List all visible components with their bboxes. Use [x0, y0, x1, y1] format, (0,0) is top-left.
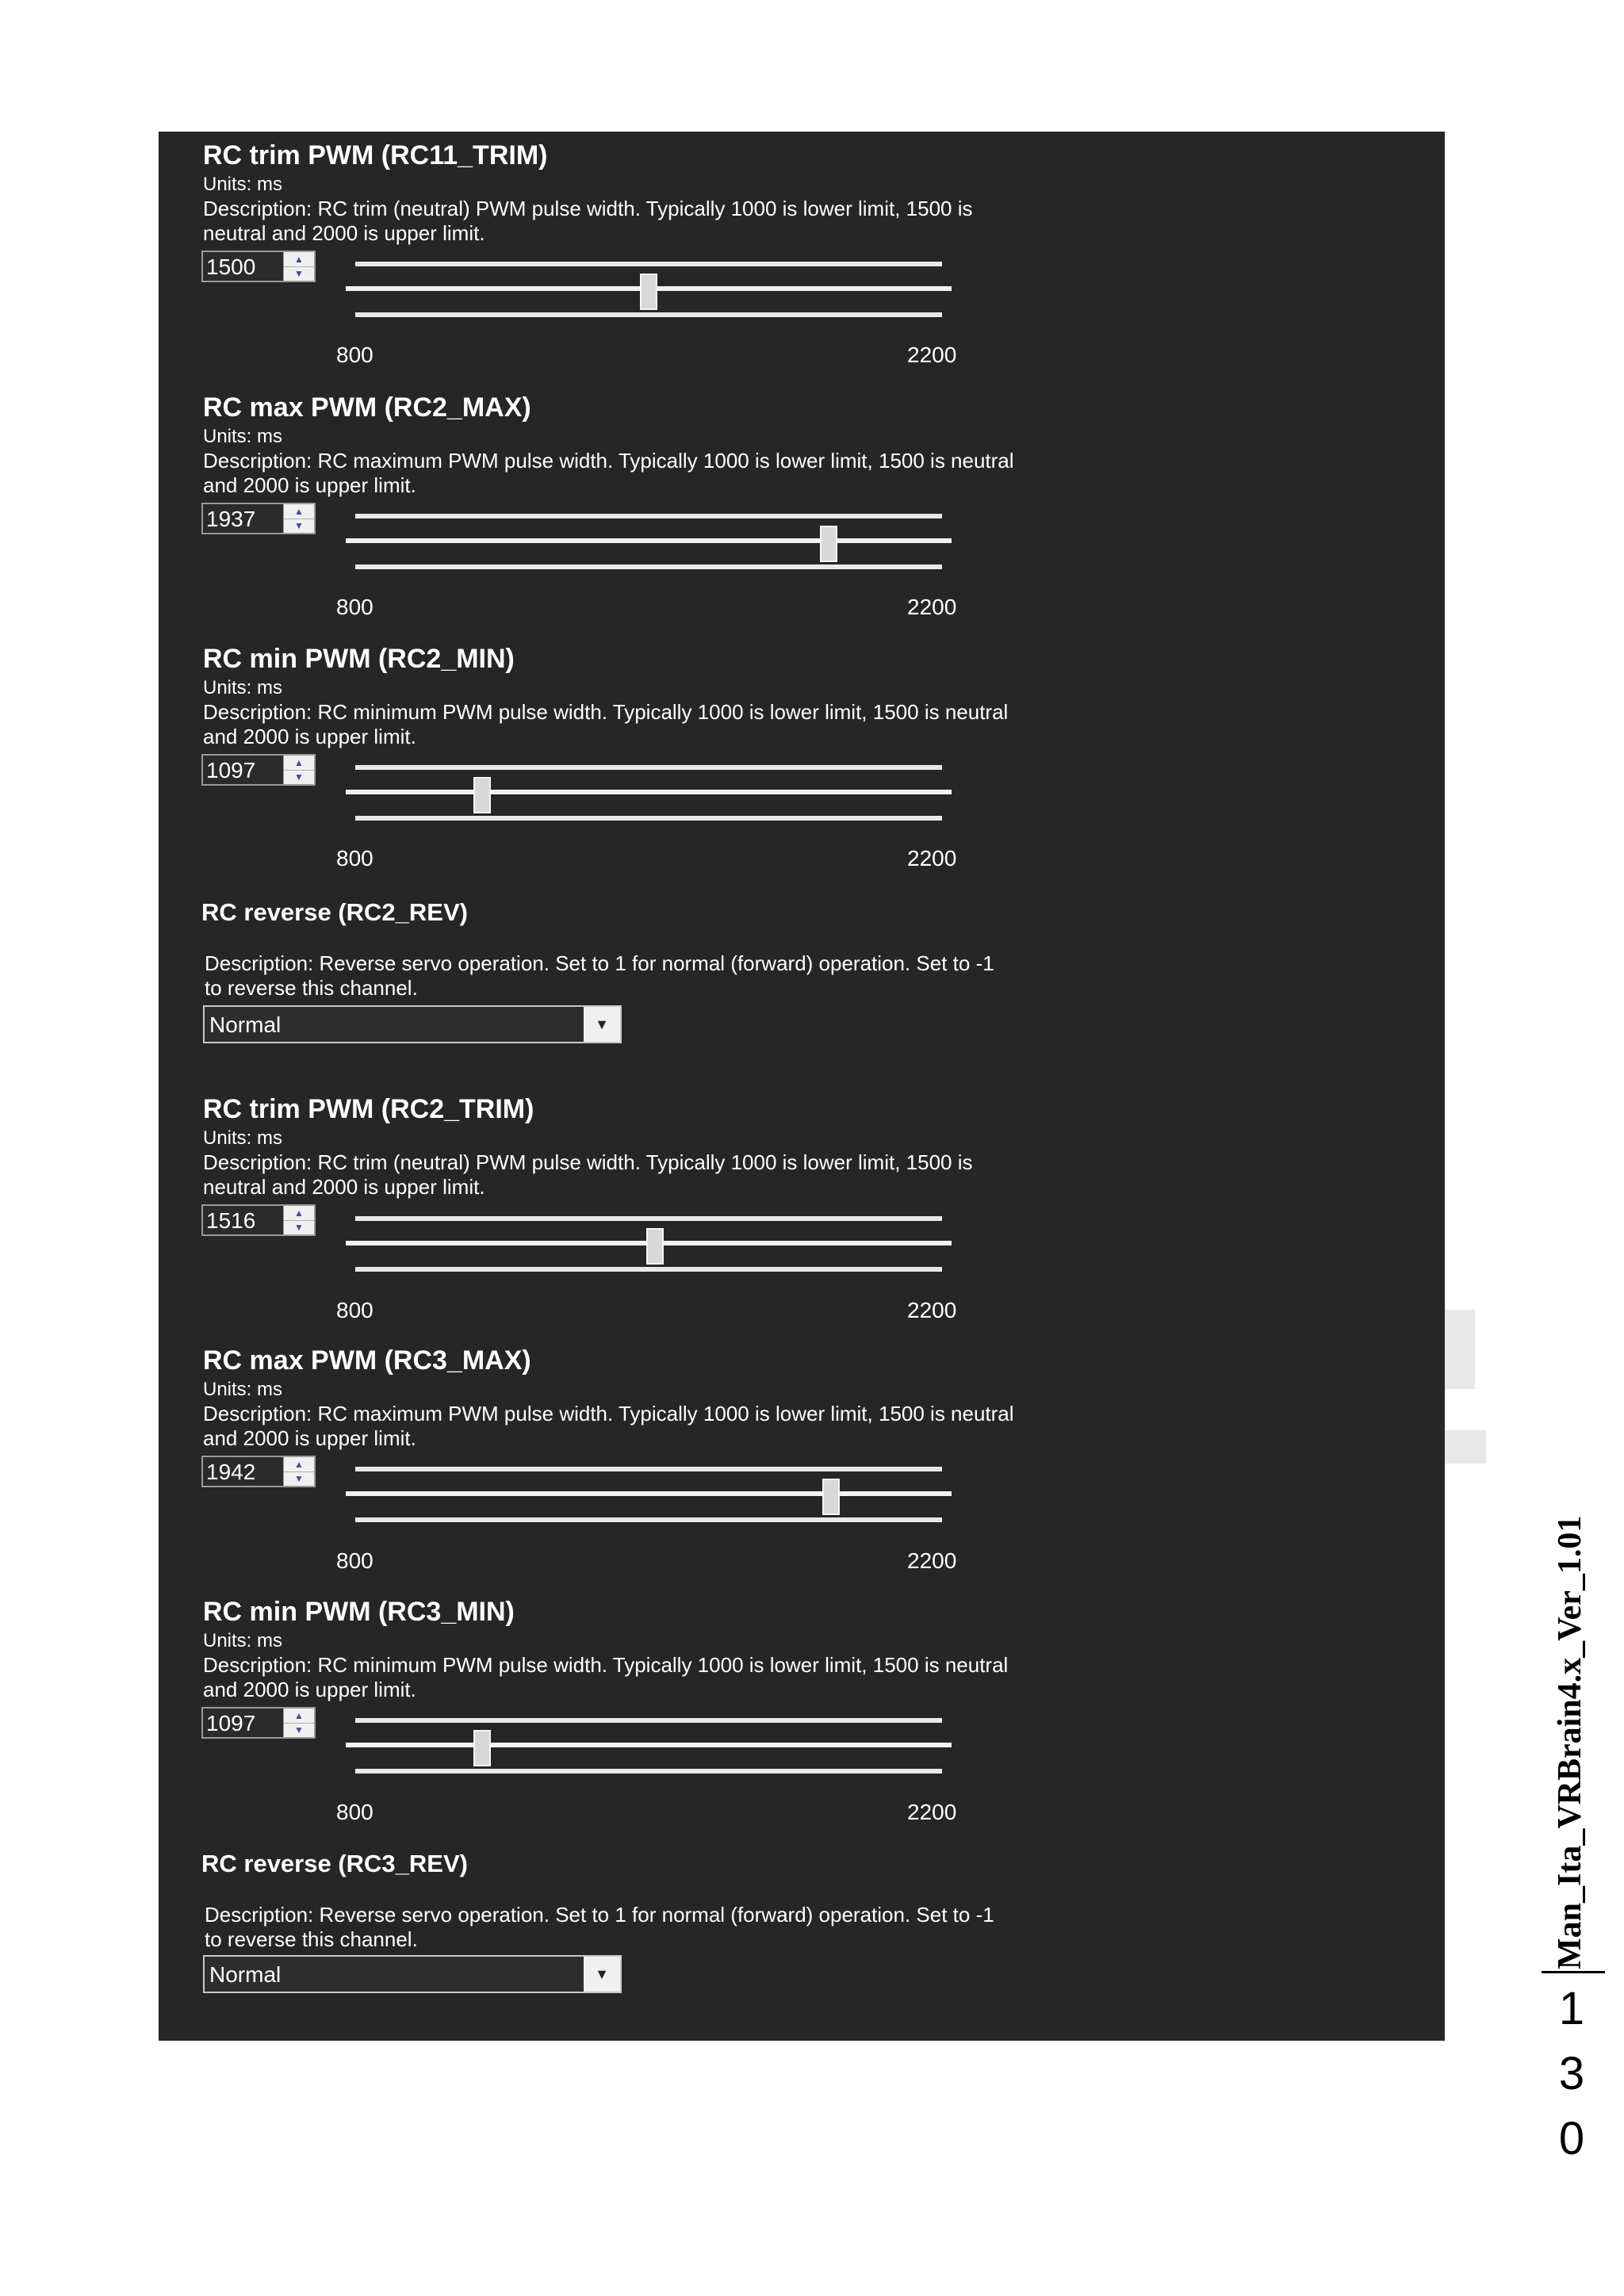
slider-thumb[interactable]	[646, 1228, 664, 1265]
slider-min-label: 800	[336, 846, 373, 871]
param-units: Units: ms	[203, 1127, 283, 1149]
value-text[interactable]: 1516	[206, 1208, 256, 1233]
document-label: Man_Ita_VRBrain4.x_Ver_1.01	[1552, 1515, 1588, 1969]
slider-min-label: 800	[336, 1548, 373, 1573]
slider-track[interactable]	[346, 1743, 952, 1747]
spin-up-icon[interactable]: ▲	[284, 1709, 314, 1724]
param-description: Description: RC trim (neutral) PWM pulse width. Typically 1000 is lower limit, 1500 is neutral and 2000 is upper limit.	[203, 1150, 973, 1199]
value-spinbox[interactable]	[201, 1707, 316, 1739]
value-text[interactable]: 1500	[206, 254, 256, 279]
value-slider[interactable]	[346, 765, 952, 821]
slider-max-label: 2200	[907, 595, 957, 619]
slider-thumb[interactable]	[822, 1479, 840, 1515]
spin-down-icon[interactable]: ▼	[294, 268, 304, 279]
selected-option[interactable]: Normal	[209, 1012, 282, 1037]
value-slider[interactable]	[346, 1216, 952, 1272]
param-units: Units: ms	[203, 174, 283, 195]
slider-track[interactable]	[346, 790, 952, 794]
slider-min-label: 800	[336, 1800, 373, 1824]
slider-min-label: 800	[336, 595, 373, 619]
chevron-down-icon[interactable]: ▼	[584, 1957, 620, 1992]
slider-thumb[interactable]	[473, 1730, 491, 1766]
spinner[interactable]	[283, 1709, 314, 1737]
page-number-digit: 1	[1558, 1983, 1585, 2034]
reverse-select[interactable]	[203, 1955, 622, 1993]
spin-up-icon[interactable]: ▲	[284, 1457, 314, 1472]
page-number-digit: 3	[1558, 2048, 1585, 2099]
param-units: Units: ms	[203, 1630, 283, 1651]
param-title: RC max PWM (RC2_MAX)	[203, 392, 531, 423]
param-title: RC min PWM (RC3_MIN)	[203, 1597, 515, 1627]
slider-thumb[interactable]	[640, 274, 657, 310]
param-title: RC reverse (RC2_REV)	[201, 898, 468, 926]
slider-max-label: 2200	[907, 1298, 957, 1322]
spinner[interactable]	[283, 756, 314, 784]
spin-up-icon[interactable]: ▲	[284, 756, 314, 771]
param-description: Description: RC minimum PWM pulse width. Typically 1000 is lower limit, 1500 is neutral and 2000 is upper limit.	[203, 1653, 1009, 1701]
value-text[interactable]: 1097	[206, 758, 256, 783]
value-slider[interactable]	[346, 1467, 952, 1522]
slider-track[interactable]	[346, 538, 952, 543]
param-rc2-min	[203, 643, 1234, 749]
value-text[interactable]: 1942	[206, 1460, 256, 1484]
spin-down-icon[interactable]: ▼	[294, 1724, 304, 1735]
value-slider[interactable]	[346, 262, 952, 317]
slider-max-label: 2200	[907, 846, 957, 871]
slider-thumb[interactable]	[473, 777, 491, 813]
selected-option[interactable]: Normal	[209, 1962, 282, 1987]
param-description: Description: Reverse servo operation. Set to 1 for normal (forward) operation. Set to -1 to reverse this channel.	[205, 951, 994, 1000]
value-text[interactable]: 1097	[206, 1711, 256, 1735]
param-rc11-trim	[203, 140, 1234, 246]
background-artifact	[1445, 1430, 1486, 1464]
slider-min-label: 800	[336, 342, 373, 367]
param-rc2-trim	[203, 1093, 1234, 1200]
spinner[interactable]	[283, 504, 314, 533]
param-title: RC trim PWM (RC2_TRIM)	[203, 1094, 534, 1124]
param-title: RC min PWM (RC2_MIN)	[203, 644, 515, 674]
spin-up-icon[interactable]: ▲	[284, 1206, 314, 1221]
slider-thumb[interactable]	[820, 526, 837, 562]
slider-max-label: 2200	[907, 1548, 957, 1573]
param-description: Description: RC trim (neutral) PWM pulse width. Typically 1000 is lower limit, 1500 is neutral and 2000 is upper limit.	[203, 197, 973, 245]
param-rc2-max	[203, 392, 1234, 498]
param-units: Units: ms	[203, 677, 283, 698]
param-rc3-min	[203, 1596, 1234, 1702]
spin-down-icon[interactable]: ▼	[294, 1473, 304, 1484]
reverse-select[interactable]	[203, 1005, 622, 1043]
slider-min-label: 800	[336, 1298, 373, 1322]
parameter-panel	[159, 132, 1445, 2041]
divider	[1542, 1971, 1605, 1973]
param-title: RC reverse (RC3_REV)	[201, 1850, 468, 1877]
spin-up-icon[interactable]: ▲	[284, 252, 314, 267]
value-slider[interactable]	[346, 514, 952, 569]
slider-track[interactable]	[346, 1491, 952, 1496]
spin-up-icon[interactable]: ▲	[284, 504, 314, 519]
page-number-digit: 0	[1558, 2113, 1585, 2164]
value-spinbox[interactable]	[201, 251, 316, 282]
param-units: Units: ms	[203, 426, 283, 447]
slider-max-label: 2200	[907, 342, 957, 367]
param-units: Units: ms	[203, 1379, 283, 1400]
background-artifact	[1445, 1310, 1475, 1389]
param-rc3-max	[203, 1345, 1234, 1451]
spin-down-icon[interactable]: ▼	[294, 520, 304, 531]
param-description: Description: RC maximum PWM pulse width. Typically 1000 is lower limit, 1500 is neutral and 2000 is upper limit.	[203, 449, 1014, 497]
spin-down-icon[interactable]: ▼	[294, 1222, 304, 1233]
param-description: Description: RC maximum PWM pulse width. Typically 1000 is lower limit, 1500 is neutral and 2000 is upper limit.	[203, 1402, 1014, 1450]
value-spinbox[interactable]	[201, 503, 316, 534]
value-spinbox[interactable]	[201, 754, 316, 786]
slider-max-label: 2200	[907, 1800, 957, 1824]
chevron-down-icon[interactable]: ▼	[584, 1007, 620, 1042]
param-title: RC trim PWM (RC11_TRIM)	[203, 140, 548, 170]
spinner[interactable]	[283, 1206, 314, 1234]
value-slider[interactable]	[346, 1718, 952, 1774]
param-description: Description: Reverse servo operation. Set to 1 for normal (forward) operation. Set to -1 to reverse this channel.	[205, 1903, 994, 1951]
value-spinbox[interactable]	[201, 1204, 316, 1236]
spinner[interactable]	[283, 1457, 314, 1486]
spin-down-icon[interactable]: ▼	[294, 771, 304, 783]
value-spinbox[interactable]	[201, 1456, 316, 1487]
spinner[interactable]	[283, 252, 314, 281]
value-text[interactable]: 1937	[206, 507, 256, 531]
param-title: RC max PWM (RC3_MAX)	[203, 1345, 531, 1376]
param-description: Description: RC minimum PWM pulse width. Typically 1000 is lower limit, 1500 is neutral and 2000 is upper limit.	[203, 700, 1009, 748]
